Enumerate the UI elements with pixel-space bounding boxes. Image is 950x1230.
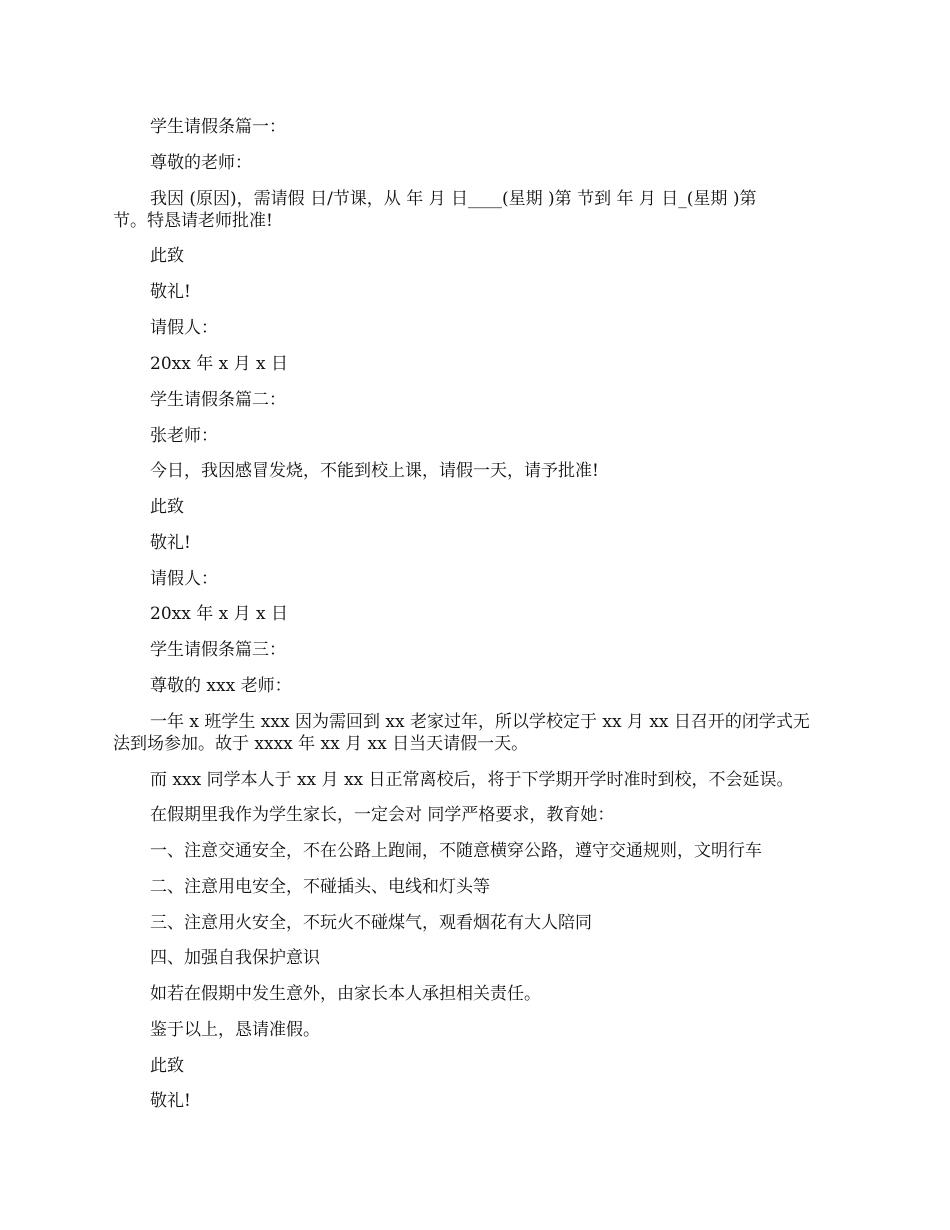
section3-salutation: 尊敬的 xxx 老师： [150, 676, 292, 696]
section1-heading: 学生请假条篇一： [150, 117, 286, 137]
section1-date: 20xx 年 x 月 x 日 [150, 354, 289, 374]
section3-item1: 一、注意交通安全，不在公路上跑闹，不随意横穿公路，遵守交通规则，文明行车 [150, 841, 762, 861]
section3-para1-line2: 法到场参加。故于 xxxx 年 xx 月 xx 日当天请假一天。 [113, 734, 529, 754]
section2-date: 20xx 年 x 月 x 日 [150, 604, 289, 624]
section3-para1-line1: 一年 x 班学生 xxx 因为需回到 xx 老家过年，所以学校定于 xx 月 xx 日召开的闭学式无 [150, 712, 810, 732]
section3-item4: 四、加强自我保护意识 [150, 948, 320, 968]
section3-heading: 学生请假条篇三： [150, 640, 286, 660]
section2-closing1: 此致 [150, 497, 184, 517]
section1-body-line1: 我因 (原因)，需请假 日/节课，从 年 月 日____(星期 )第 节到 年 月 日_(星期 )第 [150, 189, 757, 209]
section1-closing2: 敬礼! [150, 282, 191, 302]
section3-closing1: 此致 [150, 1056, 184, 1076]
section3-para2: 而 xxx 同学本人于 xx 月 xx 日正常离校后，将于下学期开学时准时到校，不会延误。 [150, 770, 794, 790]
section3-item2: 二、注意用电安全，不碰插头、电线和灯头等 [150, 877, 490, 897]
section2-salutation: 张老师： [150, 426, 218, 446]
section1-body-line2: 节。特恳请老师批准! [113, 211, 273, 231]
section3-item3: 三、注意用火安全，不玩火不碰煤气，观看烟花有大人陪同 [150, 913, 592, 933]
section2-closing2: 敬礼! [150, 533, 191, 553]
section3-closing2: 敬礼! [150, 1091, 191, 1111]
section1-closing1: 此致 [150, 246, 184, 266]
section1-signer: 请假人： [150, 318, 218, 338]
section2-signer: 请假人： [150, 569, 218, 589]
section1-salutation: 尊敬的老师： [150, 153, 252, 173]
section2-heading: 学生请假条篇二： [150, 390, 286, 410]
section3-para3: 在假期里我作为学生家长，一定会对 同学严格要求，教育她： [150, 805, 615, 825]
section2-body: 今日，我因感冒发烧，不能到校上课，请假一天，请予批准! [150, 461, 599, 481]
section3-para4: 如若在假期中发生意外，由家长本人承担相关责任。 [150, 984, 541, 1004]
section3-para5: 鉴于以上，恳请准假。 [150, 1020, 320, 1040]
